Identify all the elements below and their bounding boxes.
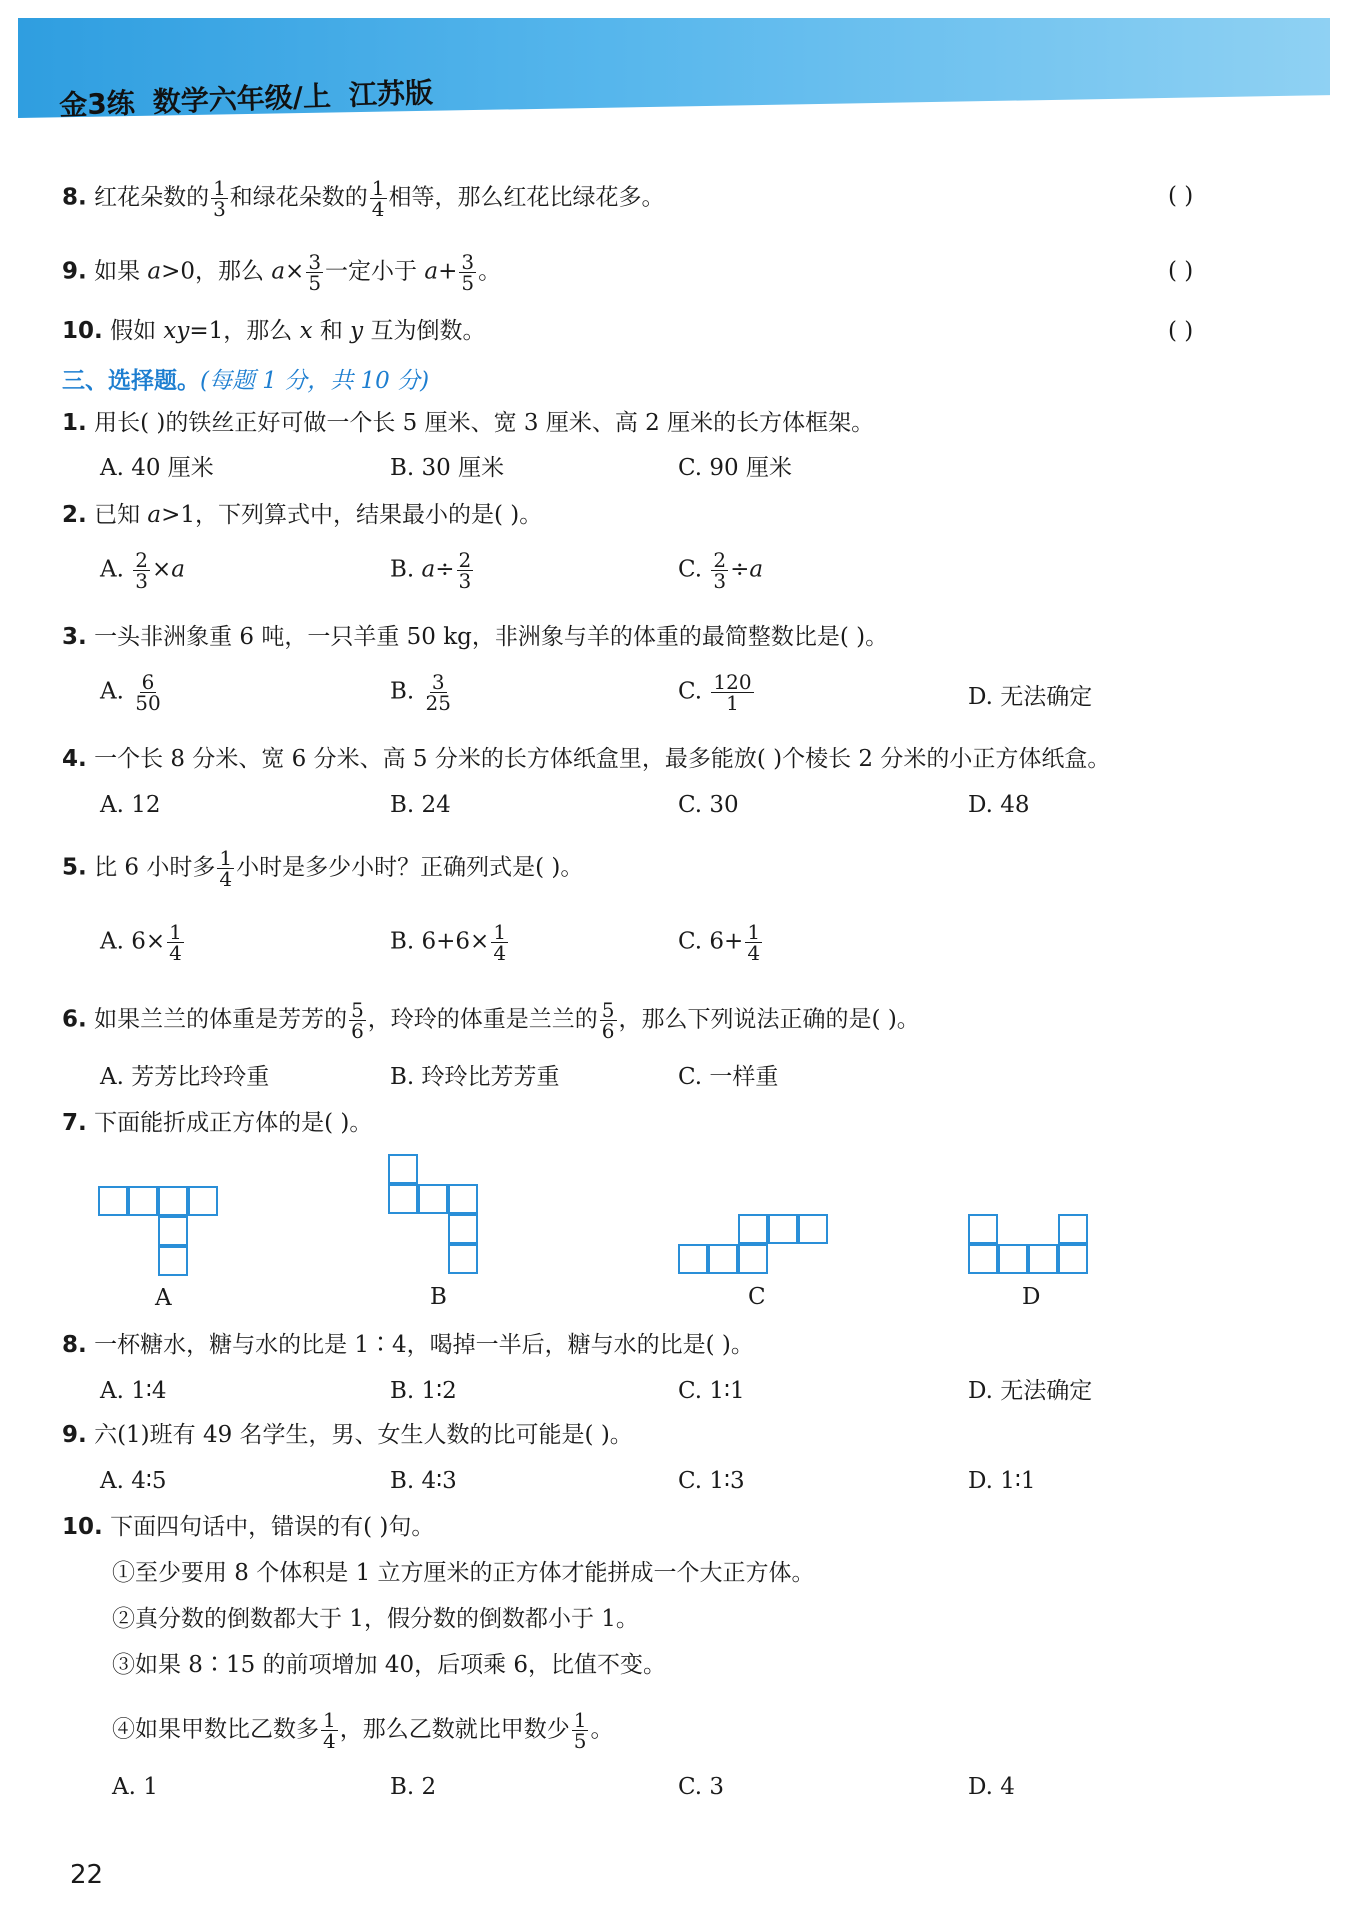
option-b[interactable]: B. 24 [390, 792, 451, 818]
fraction: $\frac{5}{6}$ [601, 998, 615, 1043]
answer-paren[interactable]: ( ) [1168, 183, 1194, 209]
option-c[interactable]: C. 30 [678, 792, 739, 818]
option-d[interactable]: D. 48 [968, 792, 1030, 818]
option-b[interactable]: B. 6+6× $\frac{1}{4}$ [390, 920, 507, 965]
option-c[interactable]: C. 一样重 [678, 1064, 779, 1090]
option-c[interactable]: C. $\frac{2}{3}$ ÷a [678, 548, 764, 593]
option-d[interactable]: D. 无法确定 [968, 1378, 1093, 1404]
net-cell [448, 1214, 478, 1244]
choice-q7: 7. 下面能折成正方体的是( )。 [62, 1110, 373, 1136]
net-cell [678, 1244, 708, 1274]
option-b[interactable]: B. $\frac{3}{25}$ [390, 670, 451, 715]
fraction: $\frac{2}{3}$ [135, 548, 148, 593]
net-cell [738, 1214, 768, 1244]
choice-q9: 9. 六(1)班有 49 名学生，男、女生人数的比可能是( )。 [62, 1422, 633, 1448]
net-cell [418, 1184, 448, 1214]
fraction: $\frac{2}{3}$ [713, 548, 727, 593]
net-cell [708, 1244, 738, 1274]
option-c[interactable]: C. 90 厘米 [678, 455, 792, 481]
option-a[interactable]: A. 1 [112, 1774, 158, 1800]
net-cell [1058, 1244, 1088, 1274]
fraction: $\frac{3}{5}$ [461, 250, 475, 295]
net-cell [448, 1184, 478, 1214]
net-cell [768, 1214, 798, 1244]
choice-q8: 8. 一杯糖水，糖与水的比是 1∶4，喝掉一半后，糖与水的比是( )。 [62, 1332, 754, 1358]
net-label: A [155, 1285, 172, 1311]
option-b[interactable]: B. 30 厘米 [390, 455, 505, 481]
option-c[interactable]: C. 1∶3 [678, 1468, 745, 1494]
option-a[interactable]: A. 12 [100, 792, 161, 818]
net-cell [158, 1246, 188, 1276]
fraction: $\frac{1}{4}$ [371, 176, 385, 221]
option-b[interactable]: B. 玲玲比芳芳重 [390, 1064, 560, 1090]
statement-3: ③如果 8∶15 的前项增加 40，后项乘 6，比值不变。 [112, 1652, 667, 1678]
statement-2: ②真分数的倒数都大于 1，假分数的倒数都小于 1。 [112, 1606, 639, 1632]
section-heading: 三、选择题。(每题 1 分，共 10 分) [62, 368, 430, 394]
choice-q5: 5. 比 6 小时多 $\frac{1}{4}$ 小时是多少小时？正确列式是( )。 [62, 846, 584, 891]
choice-q3: 3. 一头非洲象重 6 吨，一只羊重 50 kg，非洲象与羊的体重的最简整数比是( )。 [62, 624, 889, 650]
fraction: $\frac{2}{3}$ [458, 548, 472, 593]
option-c[interactable]: C. 1∶1 [678, 1378, 745, 1404]
option-a[interactable]: A. 1∶4 [100, 1378, 167, 1404]
net-cell [388, 1184, 418, 1214]
option-b[interactable]: B. 2 [390, 1774, 437, 1800]
subject: 数学六年级/上 [152, 79, 332, 119]
fraction: $\frac{1}{4}$ [323, 1708, 336, 1753]
judge-q9: 9. 如果 a>0，那么 a× $\frac{3}{5}$ 一定小于 a+ $\frac{3}{5}$ 。 [62, 250, 502, 295]
net-cell [1028, 1244, 1058, 1274]
edition: 江苏版 [348, 75, 434, 112]
fraction: $\frac{1}{4}$ [493, 920, 507, 965]
net-cell [158, 1216, 188, 1246]
net-cell [968, 1214, 998, 1244]
option-d[interactable]: D. 4 [968, 1774, 1015, 1800]
net-cell [968, 1244, 998, 1274]
option-b[interactable]: B. 1∶2 [390, 1378, 457, 1404]
choice-q1: 1. 用长( )的铁丝正好可做一个长 5 厘米、宽 3 厘米、高 2 厘米的长方体框架。 [62, 410, 875, 436]
choice-q4: 4. 一个长 8 分米、宽 6 分米、高 5 分米的长方体纸盒里，最多能放( )个棱长 2 分米的小正方体纸盒。 [62, 746, 1111, 772]
option-b[interactable]: B. a÷ $\frac{2}{3}$ [390, 548, 472, 593]
choice-q10: 10. 下面四句话中，错误的有( )句。 [62, 1514, 435, 1540]
option-d[interactable]: D. 无法确定 [968, 684, 1093, 710]
fraction: $\frac{1}{4}$ [169, 920, 182, 965]
net-cell [98, 1186, 128, 1216]
net-cell [188, 1186, 218, 1216]
option-a[interactable]: A. $\frac{2}{3}$ ×a [100, 548, 185, 593]
fraction: $\frac{1}{5}$ [573, 1708, 587, 1753]
net-cell [448, 1244, 478, 1274]
fraction: $\frac{1}{4}$ [747, 920, 761, 965]
option-d[interactable]: D. 1∶1 [968, 1468, 1036, 1494]
option-a[interactable]: A. 40 厘米 [100, 455, 214, 481]
page-number: 22 [70, 1860, 104, 1890]
net-cell [1058, 1214, 1088, 1244]
fraction: $\frac{5}{6}$ [351, 998, 364, 1043]
net-label: B [430, 1284, 447, 1310]
net-label: D [1022, 1284, 1041, 1310]
judge-q8: 8. 红花朵数的 $\frac{1}{3}$ 和绿花朵数的 $\frac{1}{4}$ 相等，那么红花比绿花多。 [62, 176, 665, 221]
choice-q6: 6. 如果兰兰的体重是芳芳的 $\frac{5}{6}$ ，玲玲的体重是兰兰的 $\frac{5}{6}$ ，那么下列说法正确的是( )。 [62, 998, 920, 1043]
answer-paren[interactable]: ( ) [1168, 258, 1194, 284]
net-cell [798, 1214, 828, 1244]
net-cell [128, 1186, 158, 1216]
option-a[interactable]: A. 6× $\frac{1}{4}$ [100, 920, 182, 965]
fraction: $\frac{3}{5}$ [308, 250, 322, 295]
option-c[interactable]: C. 3 [678, 1774, 725, 1800]
option-c[interactable]: C. 6+ $\frac{1}{4}$ [678, 920, 761, 965]
fraction: $\frac{6}{50}$ [135, 670, 161, 715]
judge-q10: 10. 假如 xy=1，那么 x 和 y 互为倒数。 [62, 318, 486, 344]
option-b[interactable]: B. 4∶3 [390, 1468, 457, 1494]
choice-q2: 2. 已知 a>1，下列算式中，结果最小的是( )。 [62, 502, 543, 528]
statement-4: ④如果甲数比乙数多 $\frac{1}{4}$ ，那么乙数就比甲数少 $\frac{1}{5}$ 。 [112, 1708, 614, 1753]
option-a[interactable]: A. $\frac{6}{50}$ [100, 670, 161, 715]
brand: 金3练 [58, 86, 136, 123]
fraction: $\frac{1}{3}$ [213, 176, 226, 221]
option-a[interactable]: A. 4∶5 [100, 1468, 167, 1494]
net-cell [738, 1244, 768, 1274]
net-cell [388, 1154, 418, 1184]
fraction: $\frac{3}{25}$ [425, 670, 451, 715]
option-a[interactable]: A. 芳芳比玲玲重 [100, 1064, 270, 1090]
net-cell [998, 1244, 1028, 1274]
fraction: $\frac{1}{4}$ [219, 846, 233, 891]
net-label: C [748, 1284, 766, 1310]
option-c[interactable]: C. $\frac{120}{1}$ [678, 670, 752, 715]
statement-1: ①至少要用 8 个体积是 1 立方厘米的正方体才能拼成一个大正方体。 [112, 1560, 815, 1586]
fraction: $\frac{120}{1}$ [713, 670, 752, 715]
net-cell [158, 1186, 188, 1216]
answer-paren[interactable]: ( ) [1168, 318, 1194, 344]
